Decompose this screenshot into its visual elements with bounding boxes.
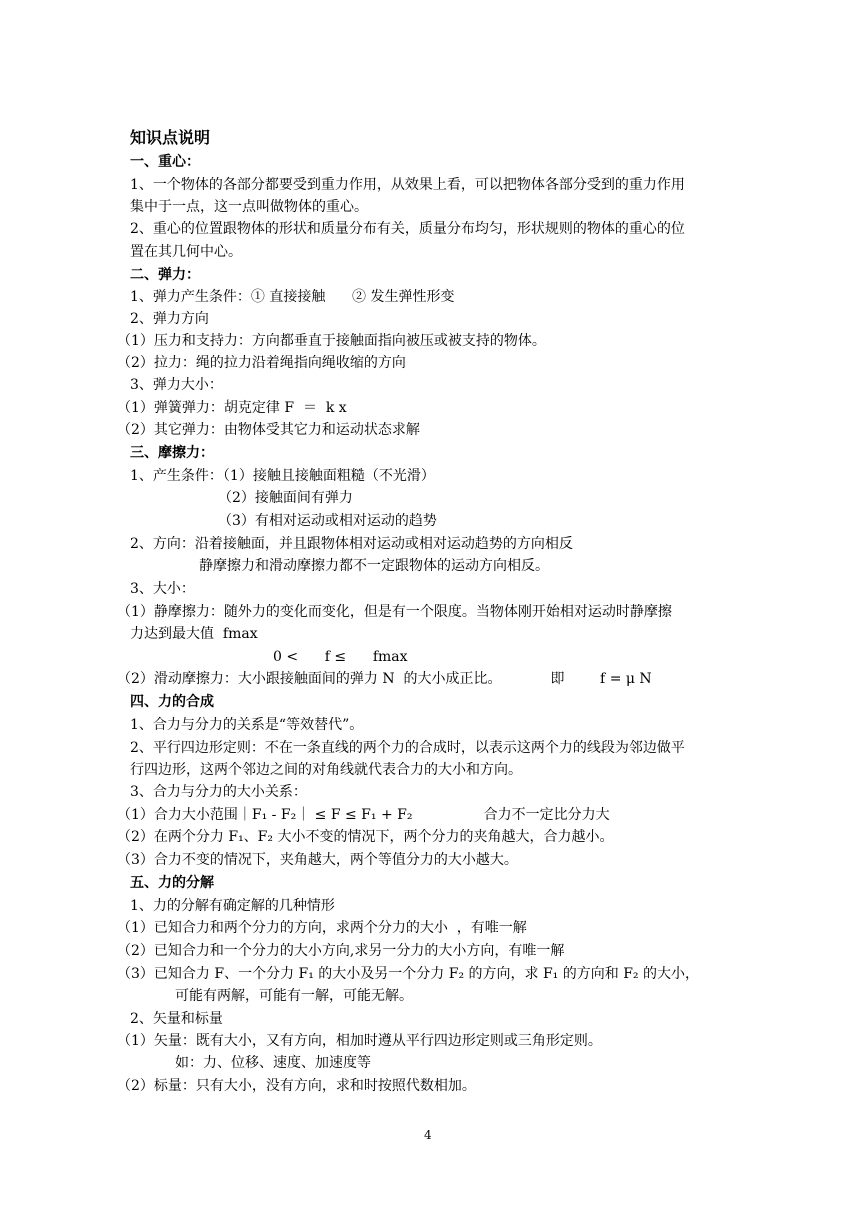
text-line: 1、一个物体的各部分都要受到重力作用，从效果上看，可以把物体各部分受到的重力作用: [130, 177, 685, 193]
page-title: 知识点说明: [130, 128, 211, 147]
text-line: 集中于一点，这一点叫做物体的重心。: [130, 199, 368, 215]
text-line: （1）压力和支持力：方向都垂直于接触面指向被压或被支持的物体。: [117, 333, 546, 349]
text-line: 2、矢量和标量: [130, 1011, 223, 1027]
text-line: 可能有两解，可能有一解，可能无解。: [175, 988, 413, 1004]
text-line: （1）静摩擦力：随外力的变化而变化，但是有一个限度。当物体刚开始相对运动时静摩擦: [117, 604, 672, 620]
text-line: （2）滑动摩擦力：大小跟接触面间的弹力 N 的大小成正比。 即 f = μ N: [117, 671, 652, 687]
section-heading: 二、弹力：: [130, 267, 200, 283]
text-line: 2、平行四边形定则：不在一条直线的两个力的合成时，以表示这两个力的线段为邻边做平: [130, 740, 685, 756]
text-line: （2）接触面间有弹力: [218, 490, 353, 506]
text-line: 1、力的分解有确定解的几种情形: [130, 898, 335, 914]
text-line: 1、产生条件：（1）接触且接触面粗糙（不光滑）: [130, 468, 435, 484]
text-line: （1）弹簧弹力：胡克定律 F ＝ k x: [117, 400, 347, 416]
text-line: （1）已知合力和两个分力的方向，求两个分力的大小 ，有唯一解: [117, 920, 527, 936]
text-line: 力达到最大值 fmax: [130, 626, 258, 642]
text-line: （3）已知合力 F、一个分力 F₁ 的大小及另一个分力 F₂ 的方向，求 F₁ 的方向和 F₂ 的大小，: [117, 966, 699, 982]
text-line: （3）有相对运动或相对运动的趋势: [218, 513, 437, 529]
text-line: （1）合力大小范围｜F₁ - F₂｜ ≤ F ≤ F₁ + F₂ 合力不一定比分力大: [117, 807, 610, 823]
text-line: 1、合力与分力的关系是“等效替代”。: [130, 717, 364, 733]
text-line: （3）合力不变的情况下，夹角越大，两个等值分力的大小越大。: [117, 852, 518, 868]
text-line: （2）拉力：绳的拉力沿着绳指向绳收缩的方向: [117, 355, 406, 371]
section-heading: 三、摩擦力：: [130, 445, 214, 461]
formula-line: 0 < f ≤ fmax: [273, 649, 408, 665]
text-line: （2）已知合力和一个分力的大小方向,求另一分力的大小方向，有唯一解: [117, 943, 565, 959]
text-line: 2、重心的位置跟物体的形状和质量分布有关，质量分布均匀，形状规则的物体的重心的位: [130, 221, 685, 237]
text-line: 1、弹力产生条件：① 直接接触 ② 发生弹性形变: [130, 289, 455, 305]
text-line: （1）矢量：既有大小，又有方向，相加时遵从平行四边形定则或三角形定则。: [117, 1033, 602, 1049]
text-line: （2）标量：只有大小，没有方向，求和时按照代数相加。: [117, 1078, 476, 1094]
page-number: 4: [424, 1128, 432, 1142]
text-line: （2）其它弹力：由物体受其它力和运动状态求解: [117, 422, 420, 438]
section-heading: 四、力的合成: [130, 694, 214, 710]
text-line: 3、弹力大小：: [130, 377, 223, 393]
text-line: 如：力、位移、速度、加速度等: [175, 1055, 371, 1071]
text-line: 3、大小：: [130, 581, 195, 597]
text-line: 置在其几何中心。: [130, 244, 242, 260]
text-line: 静摩擦力和滑动摩擦力都不一定跟物体的运动方向相反。: [199, 558, 549, 574]
section-heading: 一、重心：: [130, 154, 200, 170]
text-line: （2）在两个分力 F₁、F₂ 大小不变的情况下，两个分力的夹角越大，合力越小。: [117, 829, 614, 845]
section-heading: 五、力的分解: [130, 875, 214, 891]
text-line: 2、方向：沿着接触面，并且跟物体相对运动或相对运动趋势的方向相反: [130, 536, 573, 552]
text-line: 行四边形，这两个邻边之间的对角线就代表合力的大小和方向。: [130, 762, 522, 778]
text-line: 3、合力与分力的大小关系：: [130, 784, 307, 800]
text-line: 2、弹力方向: [130, 311, 209, 327]
